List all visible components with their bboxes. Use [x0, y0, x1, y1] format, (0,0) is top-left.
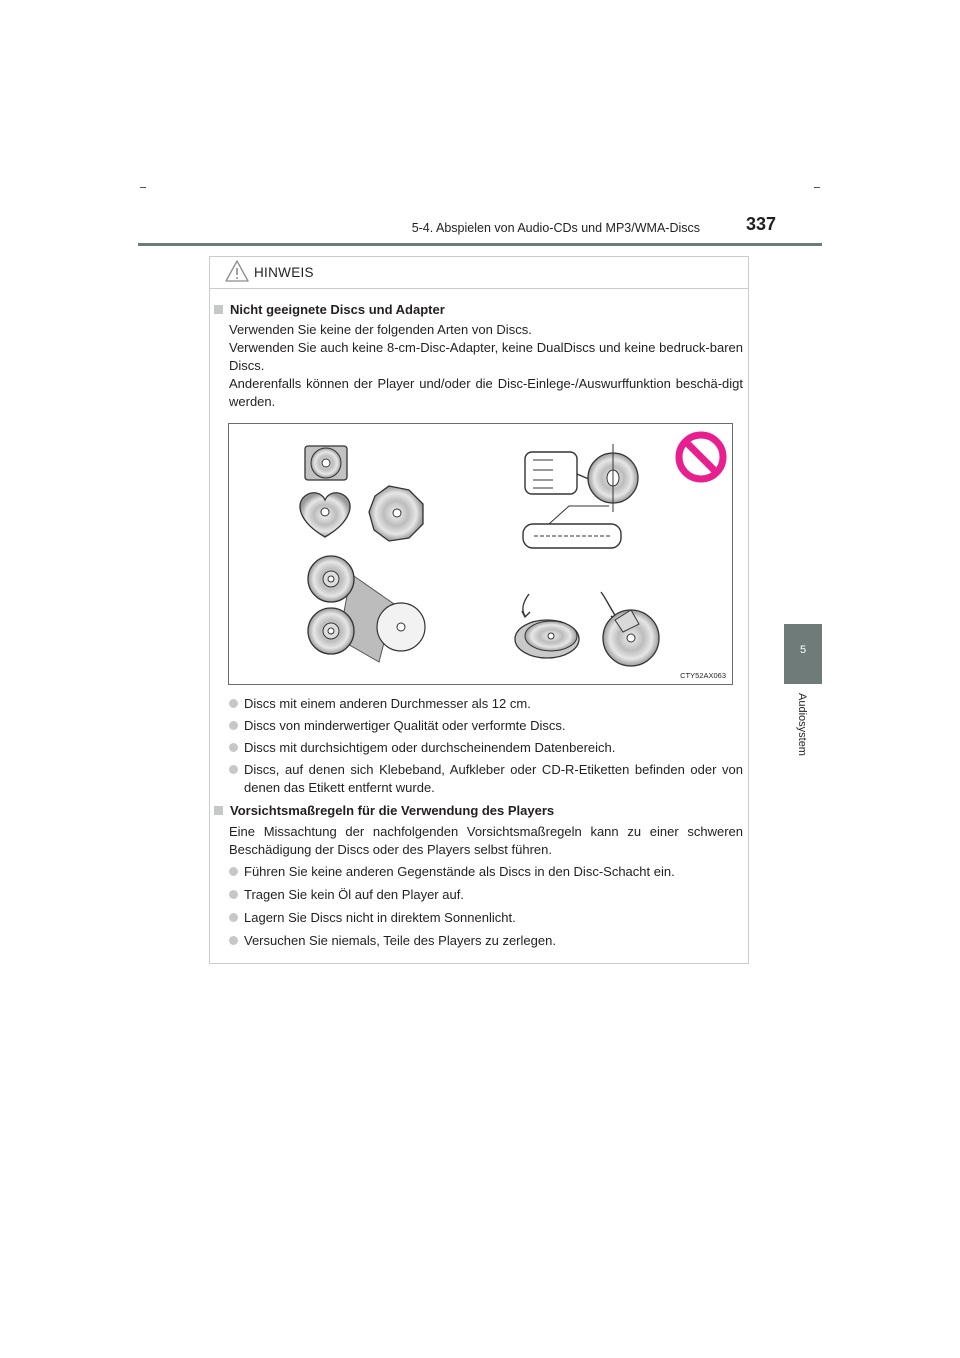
chapter-tab[interactable] — [784, 624, 822, 684]
bullet-dot-icon — [229, 765, 238, 774]
square-bullet-icon — [214, 305, 223, 314]
page-number: 337 — [745, 214, 776, 234]
chapter-number: 5 — [799, 644, 807, 656]
bullet-text: Versuchen Sie niemals, Teile des Players zu zerlegen. — [244, 933, 556, 948]
bullet-item — [229, 761, 743, 797]
adapter-discs-icon — [308, 556, 425, 662]
paragraph: Verwenden Sie keine der folgenden Arten von Discs. — [229, 322, 532, 337]
chapter-label — [796, 693, 810, 848]
bullet-item — [229, 739, 743, 757]
bullet-item — [229, 886, 743, 904]
label-disc-icon — [515, 592, 659, 666]
paragraph: Anderenfalls können der Player und/oder die Disc-Einlege-/Auswurffunktion beschä-digt werden. — [229, 376, 743, 409]
bullet-item — [229, 932, 743, 950]
heart-disc-icon — [300, 493, 350, 537]
crop-mark — [814, 187, 820, 188]
bullet-item — [229, 863, 743, 881]
bullet-dot-icon — [229, 913, 238, 922]
bullet-dot-icon — [229, 721, 238, 730]
dualdisc-icon — [523, 444, 638, 548]
paragraph: Verwenden Sie auch keine 8-cm-Disc-Adapter, keine DualDiscs und keine bedruck-baren Discs. — [229, 340, 743, 373]
square-disc-icon — [305, 446, 347, 480]
header-rule — [138, 243, 822, 246]
square-bullet-icon — [214, 806, 223, 815]
bullet-text: Tragen Sie kein Öl auf den Player auf. — [244, 887, 464, 902]
bullet-text: Discs mit durchsichtigem oder durchscheinendem Datenbereich. — [244, 740, 616, 755]
bullet-text: Discs von minderwertiger Qualität oder verformte Discs. — [244, 718, 566, 733]
section-heading-text: Vorsichtsmaßregeln für die Verwendung des Players — [230, 803, 555, 818]
section-heading-player-precautions — [214, 803, 554, 818]
bullet-item — [229, 695, 743, 713]
bullet-text: Führen Sie keine anderen Gegenstände als Discs in den Disc-Schacht ein. — [244, 864, 675, 879]
bullet-text: Lagern Sie Discs nicht in direktem Sonnenlicht. — [244, 910, 516, 925]
notice-title: HINWEIS — [254, 265, 314, 280]
chapter-label-text: Audiosystem — [796, 693, 808, 756]
bullet-dot-icon — [229, 699, 238, 708]
bullet-text: Discs, auf denen sich Klebeband, Aufkleber oder CD-R-Etiketten befinden oder von denen das Etikett entfernt wurde. — [244, 762, 743, 795]
polygon-disc-icon — [369, 486, 423, 541]
crop-mark — [140, 187, 146, 188]
bullet-dot-icon — [229, 890, 238, 899]
section-heading-text: Nicht geeignete Discs und Adapter — [230, 302, 445, 317]
paragraph: Eine Missachtung der nachfolgenden Vorsichtsmaßregeln kann zu einer schweren Beschädigung der Discs oder des Players selbst führen. — [229, 824, 743, 857]
disc-illustration — [228, 423, 733, 685]
notice-box — [209, 256, 749, 964]
bullet-item — [229, 717, 743, 735]
bullet-dot-icon — [229, 936, 238, 945]
section-heading-unsuitable-discs — [214, 302, 445, 317]
bullet-dot-icon — [229, 743, 238, 752]
figure-code: CTY52AX063 — [680, 671, 726, 680]
running-header: 5-4. Abspielen von Audio-CDs und MP3/WMA-Discs — [411, 221, 700, 235]
warning-icon — [225, 260, 249, 282]
disc-illustration-drawing — [229, 424, 732, 684]
notice-header — [210, 257, 748, 289]
bullet-item — [229, 909, 743, 927]
bullet-dot-icon — [229, 867, 238, 876]
prohibition-icon — [679, 435, 723, 479]
bullet-text: Discs mit einem anderen Durchmesser als 12 cm. — [244, 696, 531, 711]
